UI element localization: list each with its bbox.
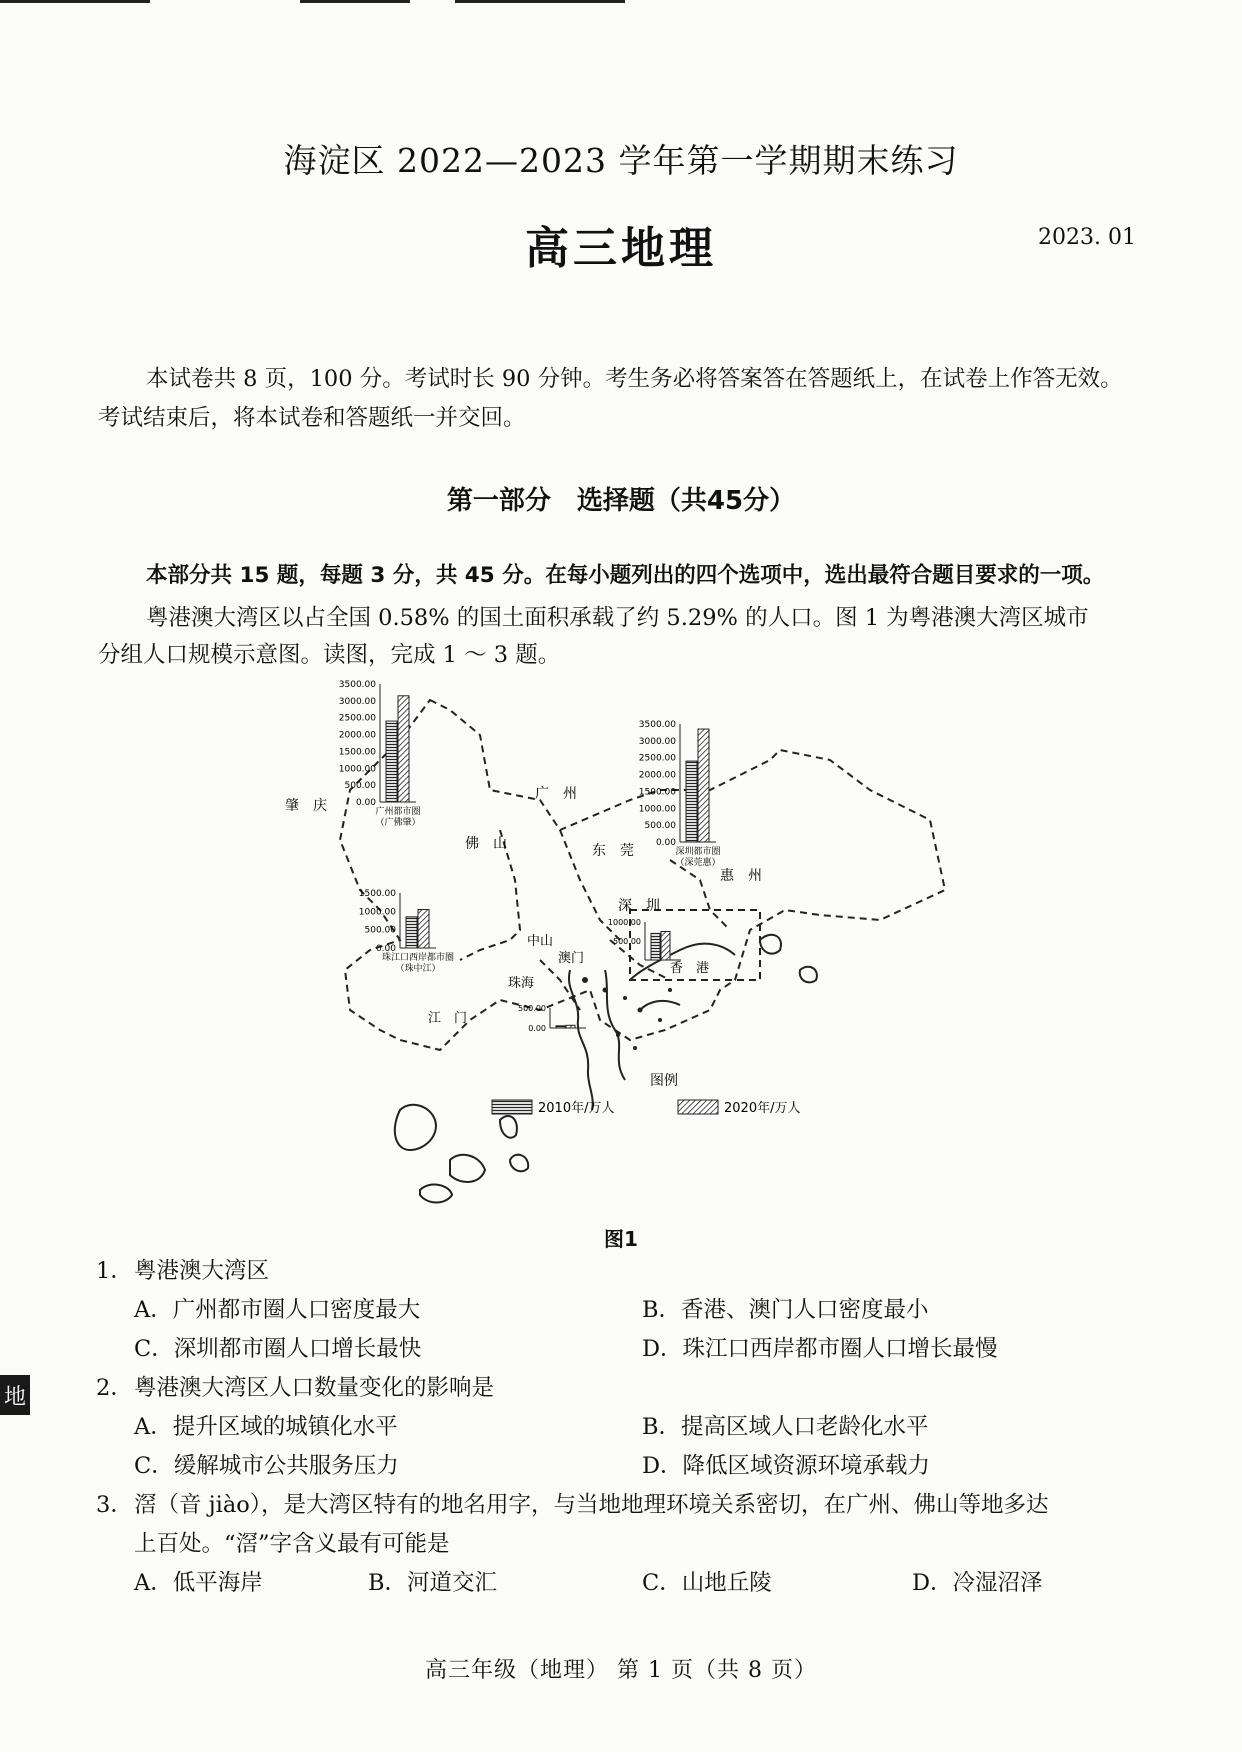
question-3-number: 3． [96, 1492, 133, 1518]
map-boundaries [340, 700, 945, 1050]
chart-2-bar-2020 [418, 910, 429, 949]
legend-label-2010: 2010年/万人 [538, 1101, 615, 1116]
question-1-number: 1． [96, 1258, 133, 1284]
chart-4-bar-2020 [566, 1025, 575, 1028]
chart-4-tick-label: 0.00 [528, 1024, 546, 1033]
city-label-zhaoqing: 肇 庆 [285, 798, 327, 814]
city-label-guangzhou: 广 州 [535, 786, 577, 802]
legend-swatch-2010 [492, 1100, 532, 1114]
q3-option-a[interactable]: A．低平海岸 [134, 1570, 263, 1596]
q3-option-b[interactable]: B．河道交汇 [368, 1570, 498, 1596]
chart-4-tick-label: 500.00 [518, 1004, 546, 1013]
question-2-number: 2． [96, 1375, 133, 1401]
chart-2-bar-2010 [406, 917, 417, 948]
city-label-zhongshan: 中山 [527, 934, 554, 949]
city-label-zhuhai: 珠海 [508, 976, 535, 991]
chart-1-tick-label: 2500.00 [638, 753, 676, 764]
chart-4 [518, 1004, 586, 1033]
stem-line-1: 粤港澳大湾区以占全国 0.58% 的国土面积承载了约 5.29% 的人口。图 1 为粤港澳大湾区城市 [146, 605, 1089, 631]
q3-option-d[interactable]: D．冷湿沼泽 [912, 1570, 1043, 1596]
chart-1-tick-label: 0.00 [655, 838, 676, 848]
q2-option-d[interactable]: D．降低区域资源环境承载力 [642, 1453, 931, 1479]
intro-line-2: 考试结束后，将本试卷和答题纸一并交回。 [98, 405, 526, 431]
chart-2-tick-label: 1000.00 [358, 907, 396, 918]
chart-0 [339, 680, 421, 828]
coastline [395, 935, 817, 1203]
page-footer: 高三年级（地理） 第 1 页（共 8 页） [425, 1658, 817, 1683]
legend-title: 图例 [650, 1073, 678, 1089]
stem-line-2: 分组人口规模示意图。读图，完成 1 ～ 3 题。 [98, 642, 561, 668]
exam-title: 海淀区 2022—2023 学年第一学期期末练习 [283, 141, 959, 180]
section-instructions: 本部分共 15 题，每题 3 分，共 45 分。在每小题列出的四个选项中，选出最符合题目要求的一项。 [146, 563, 1105, 588]
q1-option-d[interactable]: D．珠江口西岸都市圈人口增长最慢 [642, 1336, 998, 1362]
chart-1-tick-label: 500.00 [644, 821, 676, 832]
question-3-stem-line-1: 滘（音 jiào），是大湾区特有的地名用字，与当地地理环境关系密切，在广州、佛山等地多达 [134, 1492, 1049, 1518]
side-tab: 地 [0, 1375, 30, 1415]
city-label-huizhou: 惠 州 [720, 868, 762, 884]
chart-2-tick-label: 0.00 [375, 944, 396, 954]
chart-3-bar-2010 [651, 933, 660, 960]
chart-3 [608, 918, 681, 960]
chart-0-tick-label: 3000.00 [338, 696, 376, 707]
chart-1-title: （深莞惠） [675, 858, 721, 868]
chart-3-tick-label: 500.00 [613, 937, 641, 946]
question-1-stem: 粤港澳大湾区 [134, 1258, 270, 1284]
chart-1-bar-2010 [686, 761, 697, 842]
chart-0-tick-label: 1500.00 [338, 747, 376, 758]
chart-1-title: 深圳都市圈 [675, 847, 721, 857]
chart-0-tick-label: 3500.00 [338, 680, 376, 690]
chart-1-tick-label: 1000.00 [638, 804, 676, 815]
chart-2-tick-label: 500.00 [364, 925, 396, 936]
top-rule-1 [0, 0, 150, 3]
city-label-foshan: 佛 山 [465, 836, 507, 852]
intro-line-1: 本试卷共 8 页，100 分。考试时长 90 分钟。考生务必将答案答在答题纸上，在试卷上作答无效。 [146, 366, 1123, 392]
chart-0-tick-label: 2000.00 [338, 730, 376, 741]
chart-0-tick-label: 500.00 [344, 781, 376, 792]
question-3-stem-line-2: 上百处。“滘”字含义最有可能是 [134, 1531, 450, 1557]
chart-1-bar-2020 [698, 729, 709, 842]
chart-1 [639, 720, 721, 868]
chart-0-title: （广佛肇） [375, 818, 421, 828]
question-2-stem: 粤港澳大湾区人口数量变化的影响是 [134, 1375, 495, 1401]
chart-4-bar-2010 [556, 1026, 565, 1028]
q1-option-b[interactable]: B．香港、澳门人口密度最小 [642, 1297, 929, 1323]
city-label-shenzhen: 深 圳 [618, 898, 660, 914]
city-label-jiangmen: 江 门 [428, 1011, 468, 1026]
exam-subject: 高三地理 [525, 223, 717, 274]
chart-3-bar-2020 [661, 932, 670, 961]
chart-2-title: （珠中江） [395, 964, 441, 974]
exam-date: 2023. 01 [1038, 225, 1136, 250]
section-title: 第一部分 选择题（共45分） [446, 486, 796, 516]
q3-option-c[interactable]: C．山地丘陵 [642, 1570, 772, 1596]
q2-option-b[interactable]: B．提高区域人口老龄化水平 [642, 1414, 929, 1440]
chart-0-tick-label: 1000.00 [338, 764, 376, 775]
chart-0-bar-2020 [398, 696, 409, 802]
chart-1-tick-label: 1500.00 [638, 787, 676, 798]
q2-option-a[interactable]: A．提升区域的城镇化水平 [134, 1414, 398, 1440]
chart-0-title: 广州都市圈 [375, 807, 421, 817]
q1-option-c[interactable]: C．深圳都市圈人口增长最快 [134, 1336, 422, 1362]
top-rule-3 [455, 0, 625, 3]
chart-2-title: 珠江口西岸都市圈 [381, 953, 455, 963]
chart-0-tick-label: 2500.00 [338, 713, 376, 724]
top-rule-2 [300, 0, 410, 3]
q2-option-c[interactable]: C．缓解城市公共服务压力 [134, 1453, 399, 1479]
chart-2-tick-label: 1500.00 [358, 889, 396, 899]
city-label-hongkong: 香 港 [670, 961, 710, 976]
chart-1-tick-label: 2000.00 [638, 770, 676, 781]
legend-label-2020: 2020年/万人 [724, 1101, 801, 1116]
chart-1-tick-label: 3000.00 [638, 736, 676, 747]
q1-option-a[interactable]: A．广州都市圈人口密度最大 [134, 1297, 421, 1323]
chart-0-bar-2010 [386, 721, 397, 802]
city-label-dongguan: 东 莞 [592, 843, 634, 859]
city-label-macau: 澳门 [558, 951, 585, 966]
legend-swatch-2020 [678, 1100, 718, 1114]
figure-map [285, 680, 960, 1220]
chart-0-tick-label: 0.00 [355, 798, 376, 808]
figure-caption: 图1 [604, 1227, 638, 1251]
chart-1-tick-label: 3500.00 [638, 720, 676, 730]
chart-3-tick-label: 1000.00 [607, 918, 641, 927]
